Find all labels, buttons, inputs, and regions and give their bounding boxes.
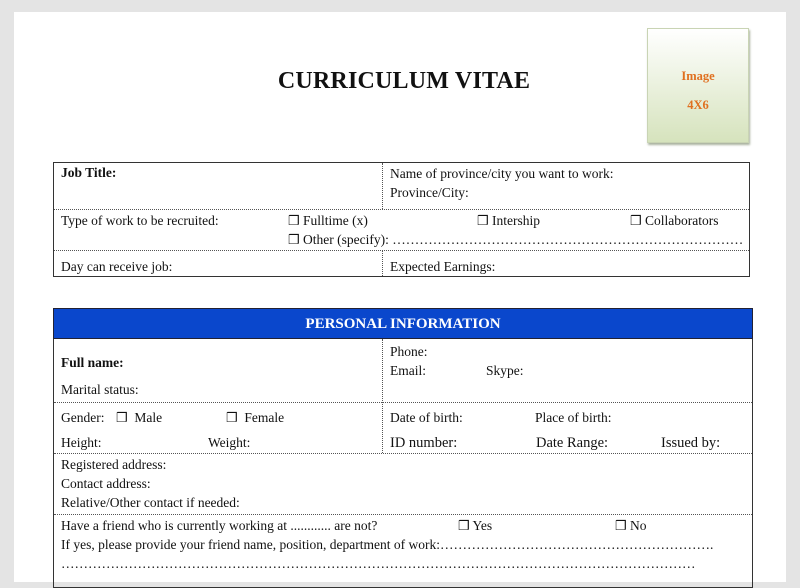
checkbox-icon: ❒ xyxy=(226,410,238,425)
checkbox-icon: ❒ xyxy=(116,410,128,425)
issued-by-field[interactable]: Issued by: xyxy=(661,435,721,451)
personal-info-header: PERSONAL INFORMATION xyxy=(53,308,753,339)
relative-contact-field[interactable]: Relative/Other contact if needed: xyxy=(61,495,240,510)
divider xyxy=(54,250,749,251)
divider xyxy=(382,250,383,276)
divider xyxy=(54,514,752,515)
divider xyxy=(382,163,383,209)
other-checkbox[interactable] xyxy=(288,232,743,248)
checkbox-icon: ❒ xyxy=(615,518,627,533)
yes-checkbox[interactable] xyxy=(458,518,492,534)
friend-detail-dots[interactable]: …………………………………………………………………………………………………………………………… xyxy=(61,556,696,571)
friend-question: Have a friend who is currently working at ............ are not? xyxy=(61,518,378,533)
male-label: Male xyxy=(134,410,163,425)
fulltime-label: Fulltime (x) xyxy=(303,213,368,228)
checkbox-icon: ❒ xyxy=(288,213,300,228)
no-checkbox[interactable] xyxy=(615,518,647,534)
day-receive-field[interactable]: Day can receive job: xyxy=(61,259,173,274)
female-label: Female xyxy=(244,410,285,425)
internship-checkbox[interactable] xyxy=(477,213,540,229)
registered-address-field[interactable]: Registered address: xyxy=(61,457,167,472)
photo-placeholder[interactable] xyxy=(647,28,749,143)
yes-label: Yes xyxy=(472,518,493,533)
male-checkbox[interactable] xyxy=(116,410,162,426)
checkbox-icon: ❒ xyxy=(288,232,300,247)
checkbox-icon: ❒ xyxy=(458,518,470,533)
marital-status-field[interactable]: Marital status: xyxy=(61,382,139,397)
fulltime-checkbox[interactable] xyxy=(288,213,368,229)
collaborators-label: Collaborators xyxy=(645,213,719,228)
collaborators-checkbox[interactable] xyxy=(630,213,719,229)
photo-size: 4X6 xyxy=(687,98,709,112)
checkbox-icon: ❒ xyxy=(477,213,489,228)
divider xyxy=(54,402,752,403)
date-range-field[interactable]: Date Range: xyxy=(536,435,609,451)
divider xyxy=(54,453,752,454)
full-name-field[interactable]: Full name: xyxy=(61,355,124,370)
work-type-label: Type of work to be recruited: xyxy=(61,213,219,228)
weight-field[interactable]: Weight: xyxy=(208,435,251,450)
job-title-label[interactable]: Job Title: xyxy=(61,165,117,180)
page-title: CURRICULUM VITAE xyxy=(277,68,531,94)
divider xyxy=(382,339,383,453)
date-of-birth-field[interactable]: Date of birth: xyxy=(390,410,463,425)
email-field[interactable]: Email: xyxy=(390,363,426,378)
expected-earnings-field[interactable]: Expected Earnings: xyxy=(390,259,496,274)
no-label: No xyxy=(630,518,647,533)
friend-detail-field[interactable]: If yes, please provide your friend name, position, department of work:……………………………………………………. xyxy=(61,537,714,552)
internship-label: Intership xyxy=(492,213,541,228)
contact-address-field[interactable]: Contact address: xyxy=(61,476,151,491)
divider xyxy=(54,209,749,210)
height-field[interactable]: Height: xyxy=(61,435,102,450)
female-checkbox[interactable] xyxy=(226,410,284,426)
phone-field[interactable]: Phone: xyxy=(390,344,428,359)
checkbox-icon: ❒ xyxy=(630,213,642,228)
id-number-field[interactable]: ID number: xyxy=(390,435,458,451)
skype-field[interactable]: Skype: xyxy=(486,363,524,378)
gender-label: Gender: xyxy=(61,410,105,425)
other-label: Other (specify): …………………………………………………………………… xyxy=(303,232,744,247)
province-field[interactable]: Province/City: xyxy=(390,185,469,200)
photo-label: Image xyxy=(681,69,715,83)
province-question: Name of province/city you want to work: xyxy=(390,166,614,181)
place-of-birth-field[interactable]: Place of birth: xyxy=(535,410,612,425)
